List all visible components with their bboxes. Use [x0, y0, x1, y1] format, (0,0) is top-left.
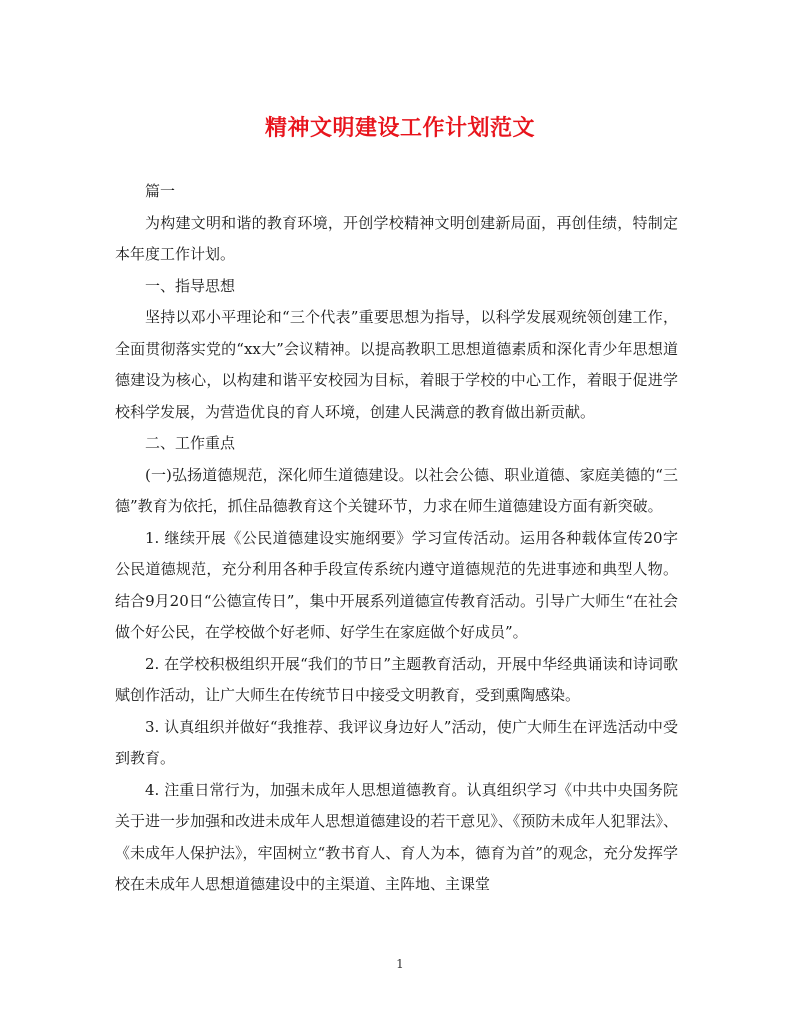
paragraph: (一)弘扬道德规范，深化师生道德建设。以社会公德、职业道德、家庭美德的“三德”教育为依托，抓住品德教育这个关键环节，力求在师生道德建设方面有新突破。: [115, 465, 678, 515]
paragraph: 坚持以邓小平理论和“三个代表”重要思想为指导，以科学发展观统领创建工作，全面贯彻落实党的“xx大”会议精神。以提高教职工思想道德素质和深化青少年思想道德建设为核心，以构建和谐平安校园为目标，着眼于学校的中心工作，着眼于促进学校科学发展，为营造优良的育人环境，创建人民满意的教育做出新贡献。: [115, 308, 678, 421]
paragraph: 2. 在学校积极组织开展“我们的节日”主题教育活动，开展中华经典诵读和诗词歌赋创作活动，让广大师生在传统节日中接受文明教育，受到熏陶感染。: [115, 654, 678, 704]
paragraph: 篇一: [145, 182, 176, 200]
paragraph: 为构建文明和谐的教育环境，开创学校精神文明创建新局面，再创佳绩，特制定本年度工作计划。: [115, 213, 678, 263]
section-heading: 二、工作重点: [145, 434, 236, 452]
page-number: 1: [396, 957, 404, 971]
document-title: 精神文明建设工作计划范文: [264, 115, 535, 141]
section-heading: 一、指导思想: [145, 276, 236, 295]
paragraph: 3. 认真组织并做好“我推荐、我评议身边好人”活动，使广大师生在评选活动中受到教育。: [115, 717, 678, 767]
paragraph: 1. 继续开展《公民道德建设实施纲要》学习宣传活动。运用各种载体宣传20字公民道德规范，充分利用各种手段宣传系统内遵守道德规范的先进事迹和典型人物。结合9月20日“公德宣传日”，集中开展系列道德宣传教育活动。引导广大师生“在社会做个好公民，在学校做个好老师、好学生在家庭做个好成员”。: [115, 528, 678, 641]
document-body: [115, 176, 678, 901]
paragraph: 4. 注重日常行为，加强未成年人思想道德教育。认真组织学习《中共中央国务院关于进一步加强和改进未成年人思想道德建设的若干意见》、《预防未成年人犯罪法》、《未成年人保护法》，牢固树立“教书育人、育人为本，德育为首”的观念，充分发挥学校在未成年人思想道德建设中的主渠道、主阵地、主课堂: [115, 780, 678, 893]
